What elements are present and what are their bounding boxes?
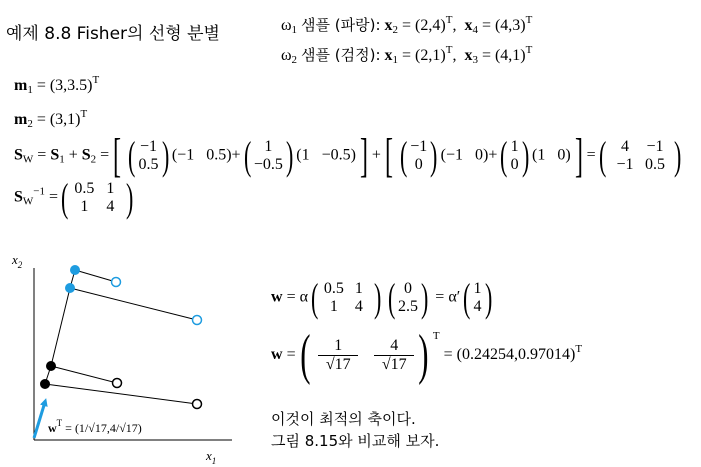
sample-black-line: $\omega_2$ 샘플 (검정): $x_1 = (2,1)^T$, $x_3 = (4,1)^T$	[281, 44, 533, 66]
sw-vector-4: 1 0	[510, 138, 519, 173]
sample-x3-point	[193, 400, 202, 409]
fraction-1: $\frac{1}{√17}$	[318, 337, 358, 374]
projected-x4-point	[65, 283, 75, 293]
sample-x2-point	[112, 278, 121, 287]
w-equation-2: w =( $\frac{1}{√17}$ $\frac{4}{√17}$ ) $^T = (0.24254,0.97014)^T$	[271, 324, 583, 387]
sw-result-matrix: 4 −1 −1 0.5	[616, 138, 665, 173]
sw-vector-3: −1 0	[410, 138, 428, 173]
sw-inverse-equation: $S_W^{-1}$ =( 0.5 1 1 4 )	[14, 175, 134, 220]
sw-inverse-matrix: 0.5 1 1 4	[74, 180, 115, 215]
w-vector-result: 1 4	[473, 280, 482, 315]
w-equation-1: w = α( 0.5 1 1 4 ) ( 0 2.5 ) = α′( 1 4 )	[271, 275, 492, 320]
scatter-plot	[0, 240, 250, 467]
projection-x1	[51, 366, 117, 383]
sw-equation: $S_W = S_1 + S_2$ =[ ( −1 0.5 ) (−1 0.5)+( 1 −0.5 ) (1 −0.5)] +[ ( −1 0 ) (−1 0)+( 1 0 ) (1 0)] =( 4 −1 −1 0.5 )	[14, 129, 682, 182]
y-axis-label: $x_2$	[12, 252, 23, 270]
projection-x2	[75, 270, 116, 282]
page-title: 예제 8.8 Fisher의 선형 분별	[6, 24, 220, 44]
sample-x1-point	[113, 379, 122, 388]
note-line-2: 그림 8.15와 비교해 보자.	[271, 432, 440, 450]
m1-equation: $m_1 = (3,3.5)^T$	[14, 74, 100, 96]
sample-blue-line: $\omega_1$ 샘플 (파랑): $x_2 = (2,4)^T$, $x_4 = (4,3)^T$	[281, 14, 533, 36]
w-vector-label: $w^T = (1/√17,4/√17)$	[48, 418, 142, 435]
projected-x2-point	[70, 265, 80, 275]
w-vector-arrow	[34, 402, 45, 438]
projection-x4	[70, 288, 197, 320]
sw-vector-2: 1 −0.5	[253, 138, 283, 173]
axis-line-middle	[51, 288, 70, 366]
omega2-symbol: ω	[281, 47, 292, 64]
projected-x1-point	[46, 361, 56, 371]
x-axis-label: $x_1$	[206, 448, 217, 466]
fraction-2: $\frac{4}{√17}$	[374, 337, 414, 374]
projected-x3-point	[40, 379, 50, 389]
conclusion-note	[271, 408, 439, 452]
note-line-1: 이것이 최적의 축이다.	[271, 410, 416, 428]
omega1-symbol: ω	[281, 17, 292, 34]
sample-black-label: 샘플 (검정):	[301, 46, 381, 64]
w-vector: 0 2.5	[397, 280, 418, 315]
sample-blue-label: 샘플 (파랑):	[301, 16, 381, 34]
projection-x3	[45, 384, 197, 404]
sample-x4-point	[193, 316, 202, 325]
m2-equation: $m_2 = (3,1)^T$	[14, 108, 88, 130]
w-matrix: 0.5 1 1 4	[323, 280, 363, 315]
sw-vector-1: −1 0.5	[138, 138, 159, 173]
